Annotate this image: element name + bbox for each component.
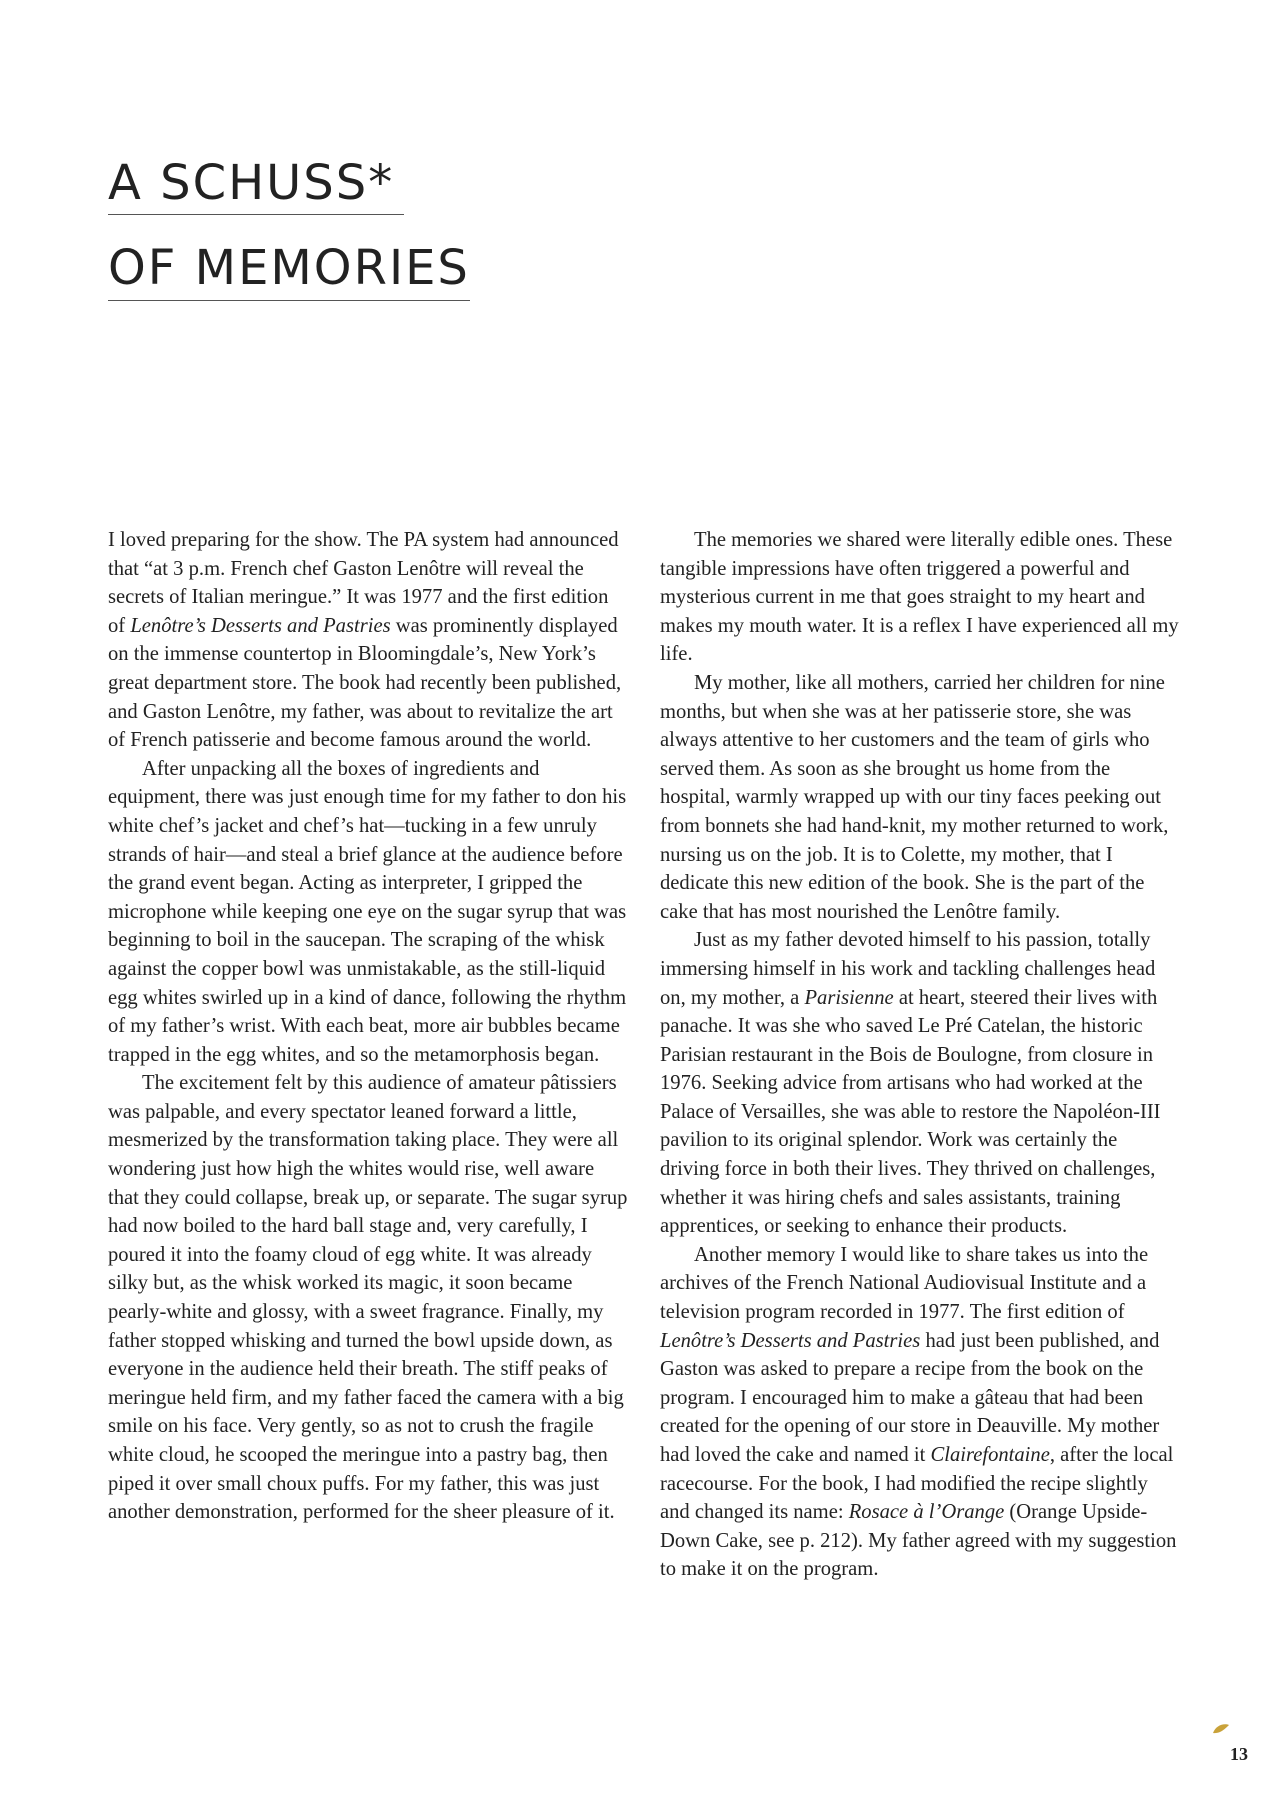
title-line-2: OF MEMORIES <box>108 243 470 300</box>
paragraph: I loved preparing for the show. The PA system had announced that “at 3 p.m. French chef Gaston Lenôtre will reveal the secrets of Italian meringue.” It was 1977 and the first edition of Lenôtre’s Desserts and Pastries was prominently displayed on the immense countertop in Bloomingdale’s, New York’s great department store. The book had recently been published, and Gaston Lenôtre, my father, was about to revitalize the art of French patisserie and become famous around the world. <box>108 529 622 752</box>
page-number: 13 <box>1230 1744 1248 1764</box>
book-title: Lenôtre’s Desserts and Pastries <box>660 1329 921 1352</box>
paragraph: Just as my father devoted himself to his passion, totally immersing himself in his work and tackling challenges head on, my mother, a Parisienne at heart, steered their lives with panache. It was she who saved Le Pré Catelan, the historic Parisian restaurant in the Bois de Boulogne, from closure in 1976. Seeking advice from artisans who had worked at the Palace of Versailles, she was able to restore the Napoléon-III pavilion to its original splendor. Work was certainly the driving force in both their lives. They thrived on challenges, whether it was hiring chefs and sales assistants, training apprentices, or seeking to enhance their products. <box>660 929 1161 1238</box>
chapter-title <box>108 155 470 301</box>
leaf-icon <box>1212 1723 1230 1735</box>
paragraph: The memories we shared were literally edible ones. These tangible impressions have often triggered a powerful and mysterious current in me that goes straight to my heart and makes my mouth water. It is a reflex I have experienced all my life. <box>660 529 1179 666</box>
left-column <box>108 526 628 1527</box>
title-line-1: A SCHUSS* <box>108 158 404 215</box>
right-column <box>660 526 1180 1584</box>
book-title: Lenôtre’s Desserts and Pastries <box>130 614 391 637</box>
paragraph: The excitement felt by this audience of amateur pâtissiers was palpable, and every spectator leaned forward a little, mesmerized by the transformation taking place. They were all wondering just how high the whites would rise, well aware that they could collapse, break up, or separate. The sugar syrup had now boiled to the hard ball stage and, very carefully, I poured it into the foamy cloud of egg white. It was already silky but, as the whisk worked its magic, it soon became pearly-white and glossy, with a sweet fragrance. Finally, my father stopped whisking and turned the bowl upside down, as everyone in the audience held their breath. The stiff peaks of meringue held firm, and my father faced the camera with a big smile on his face. Very gently, so as not to crush the fragile white cloud, he scooped the meringue into a pastry bag, then piped it over small choux puffs. For my father, this was just another demonstration, performed for the sheer pleasure of it. <box>108 1072 628 1524</box>
paragraph: My mother, like all mothers, carried her children for nine months, but when she was at her patisserie store, she was always attentive to her customers and the team of girls who served them. As soon as she brought us home from the hospital, warmly wrapped up with our tiny faces peeking out from bonnets she had hand-knit, my mother returned to work, nursing us on the job. It is to Colette, my mother, that I dedicate this new edition of the book. She is the part of the cake that has most nourished the Lenôtre family. <box>660 671 1169 923</box>
paragraph: Another memory I would like to share takes us into the archives of the French National Audiovisual Institute and a television program recorded in 1977. The first edition of Lenôtre’s Desserts and Pastries had just been published, and Gaston was asked to prepare a recipe from the book on the program. I encouraged him to make a gâteau that had been created for the opening of our store in Deauville. My mother had loved the cake and named it Clairefontaine, after the local racecourse. For the book, I had modified the recipe slightly and changed its name: Rosace à l’Orange (Orange Upside-Down Cake, see p. 212). My father agreed with my suggestion to make it on the program. <box>660 1243 1177 1581</box>
paragraph: After unpacking all the boxes of ingredients and equipment, there was just enough time for my father to don his white chef’s jacket and chef’s hat—tucking in a few unruly strands of hair—and steal a brief glance at the audience before the grand event began. Acting as interpreter, I gripped the microphone while keeping one eye on the sugar syrup that was beginning to boil in the saucepan. The scraping of the whisk against the copper bowl was unmistakable, as the still-liquid egg whites swirled up in a kind of dance, following the rhythm of my father’s wrist. With each beat, more air bubbles became trapped in the egg whites, and so the metamorphosis began. <box>108 757 627 1066</box>
